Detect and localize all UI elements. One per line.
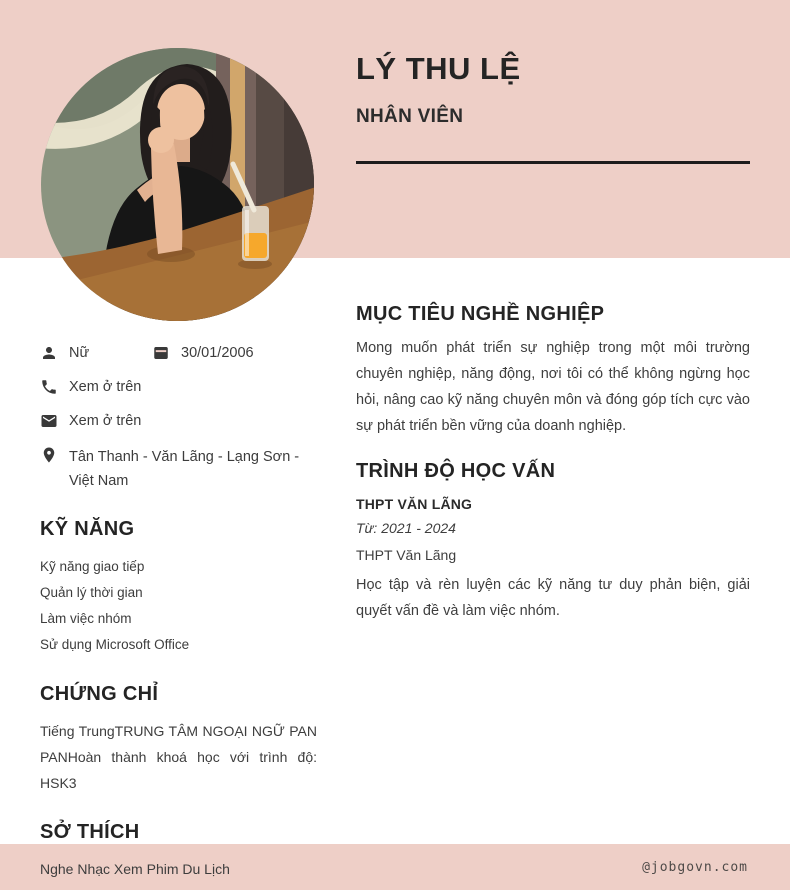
header-divider xyxy=(356,161,750,164)
objective-text: Mong muốn phát triển sự nghiệp trong một môi trường chuyên nghiệp, năng động, nơi tôi có thể không ngừng học hỏi, nâng cao kỹ năng chuyên môn và đóng góp tích cực vào sự phát triển bền vững của doanh nghiệp. xyxy=(356,340,750,434)
candidate-name: LÝ THU LỆ xyxy=(356,51,521,86)
calendar-icon xyxy=(152,344,170,362)
skill-item: Quản lý thời gian xyxy=(40,585,143,600)
profile-photo xyxy=(41,48,314,321)
education-heading: TRÌNH ĐỘ HỌC VẤN xyxy=(356,460,556,482)
certificates-heading: CHỨNG CHỈ xyxy=(40,683,159,705)
certificates-text: Tiếng TrungTRUNG TÂM NGOẠI NGỮ PAN PANHoàn thành khoá học với trình độ: HSK3 xyxy=(40,723,317,791)
gender-value: Nữ xyxy=(69,345,90,361)
left-column xyxy=(40,343,317,882)
education-description: Học tập và rèn luyện các kỹ năng tư duy phản biện, giải quyết vấn đề và làm việc nhóm. xyxy=(356,577,750,619)
email-value: Xem ở trên xyxy=(69,413,142,429)
education-period: Từ: 2021 - 2024 xyxy=(356,520,456,536)
hobbies-text: Nghe Nhạc Xem Phim Du Lịch xyxy=(40,861,230,877)
skill-item: Làm việc nhóm xyxy=(40,611,132,626)
info-row-email xyxy=(40,411,317,431)
skills-heading: KỸ NĂNG xyxy=(40,518,135,540)
profile-photo-illustration xyxy=(41,48,314,321)
dob-value: 30/01/2006 xyxy=(181,345,254,361)
location-pin-icon xyxy=(40,446,58,464)
phone-value: Xem ở trên xyxy=(69,379,142,395)
person-icon xyxy=(40,344,58,362)
skill-item: Sử dụng Microsoft Office xyxy=(40,637,190,652)
objective-heading: MỤC TIÊU NGHỀ NGHIỆP xyxy=(356,303,605,325)
skill-item: Kỹ năng giao tiếp xyxy=(40,559,145,574)
right-column xyxy=(356,302,750,624)
info-row-phone xyxy=(40,377,317,397)
header-text xyxy=(356,50,750,164)
watermark: @jobgovn.com xyxy=(642,859,748,875)
education-school: THPT VĂN LÃNG xyxy=(356,496,473,512)
phone-icon xyxy=(40,378,58,396)
email-icon xyxy=(40,412,58,430)
hobbies-heading: SỞ THÍCH xyxy=(40,821,140,843)
info-row-address xyxy=(40,445,317,493)
info-row-gender-dob xyxy=(40,343,317,363)
address-value: Tân Thanh - Văn Lãng - Lạng Sơn - Việt Nam xyxy=(69,449,300,489)
education-school-name: THPT Văn Lãng xyxy=(356,547,457,563)
job-title: NHÂN VIÊN xyxy=(356,106,464,127)
skills-list xyxy=(40,554,317,658)
